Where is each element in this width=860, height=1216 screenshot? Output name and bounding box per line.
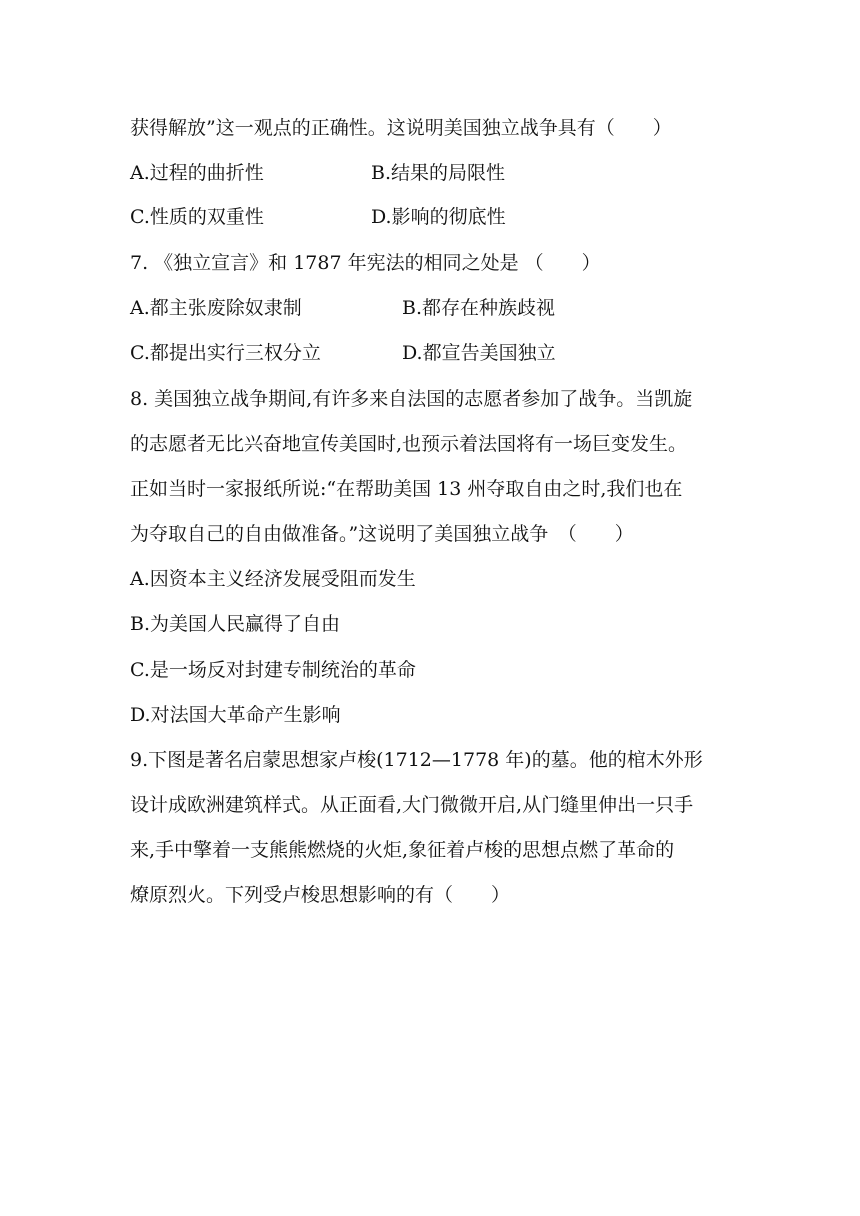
q8-option-c: C.是一场反对封建专制统治的革命 bbox=[130, 659, 416, 681]
q6-option-a: A.过程的曲折性 bbox=[130, 162, 264, 184]
q8-stem-line-1: 8. 美国独立战争期间,有许多来自法国的志愿者参加了战争。当凯旋 bbox=[130, 388, 693, 410]
q9-stem-line-2: 设计成欧洲建筑样式。从正面看,大门微微开启,从门缝里伸出一只手 bbox=[130, 794, 694, 816]
q9-stem-line-1: 9.下图是著名启蒙思想家卢梭(1712—1778 年)的墓。他的棺木外形 bbox=[130, 749, 703, 771]
q6-option-d: D.影响的彻底性 bbox=[371, 206, 506, 228]
q8-stem-line-3: 正如当时一家报纸所说:“在帮助美国 13 州夺取自由之时,我们也在 bbox=[130, 478, 683, 500]
q9-stem-line-4: 燎原烈火。下列受卢梭思想影响的有（ ） bbox=[130, 884, 511, 906]
q6-option-c: C.性质的双重性 bbox=[130, 206, 264, 228]
q9-stem-line-3: 来,手中擎着一支熊熊燃烧的火炬,象征着卢梭的思想点燃了革命的 bbox=[130, 839, 675, 861]
q7-stem: 7. 《独立宣言》和 1787 年宪法的相同之处是 （ ） bbox=[130, 252, 601, 274]
q8-stem-line-4: 为夺取自己的自由做准备。”这说明了美国独立战争 （ ） bbox=[130, 523, 634, 545]
q7-option-c: C.都提出实行三权分立 bbox=[130, 342, 321, 364]
q6-stem-tail: 获得解放”这一观点的正确性。这说明美国独立战争具有（ ） bbox=[130, 117, 672, 139]
q8-option-b: B.为美国人民赢得了自由 bbox=[130, 613, 341, 635]
q8-stem-line-2: 的志愿者无比兴奋地宣传美国时,也预示着法国将有一场巨变发生。 bbox=[130, 433, 688, 455]
q6-option-b: B.结果的局限性 bbox=[371, 162, 506, 184]
q7-option-a: A.都主张废除奴隶制 bbox=[130, 297, 302, 319]
q8-option-a: A.因资本主义经济发展受阻而发生 bbox=[130, 568, 416, 590]
q8-option-d: D.对法国大革命产生影响 bbox=[130, 704, 341, 726]
q7-option-d: D.都宣告美国独立 bbox=[402, 342, 556, 364]
q7-option-b: B.都存在种族歧视 bbox=[402, 297, 556, 319]
